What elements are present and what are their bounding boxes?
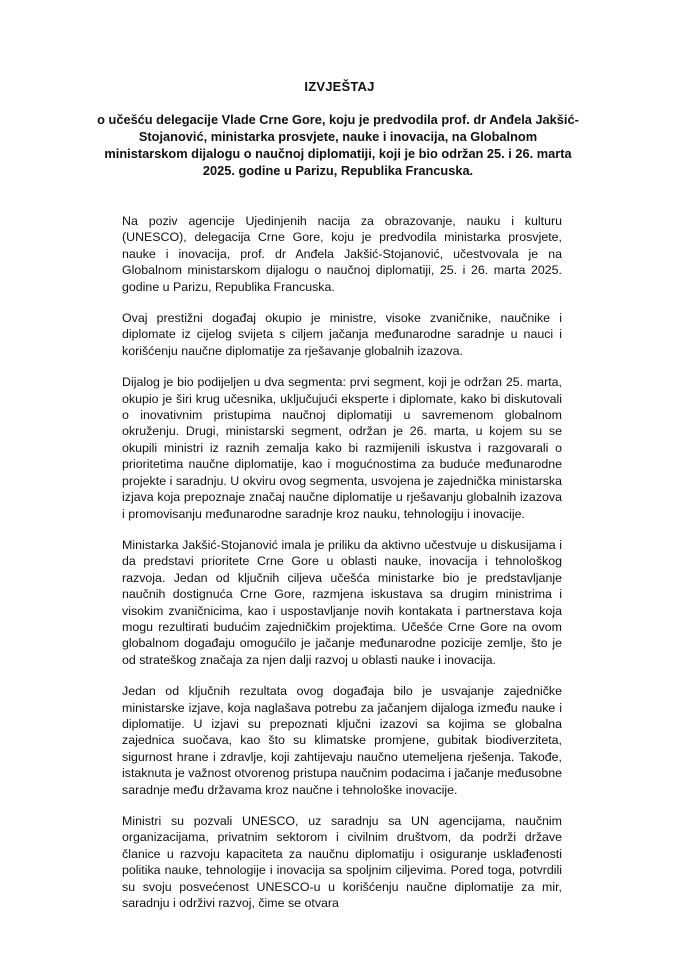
paragraph: Ministarka Jakšić-Stojanović imala je priliku da aktivno učestvuje u diskusijama i da predstavi prioritete Crne Gore u oblasti nauke, inovacija i tehnološkog razvoja. Jedan od ključnih ciljeva učešća ministarke bio je predstavljanje naučnih dostignuća Crne Gore, razmjena iskustava sa drugim ministrima i visokim zvaničnicima, kao i uspostavljanje novih kontakata i partnerstava koja mogu rezultirati budućim zajedničkim projektima. Učešće Crne Gore na ovom globalnom događaju omogućilo je jačanje međunarodne pozicije zemlje, što je od strateškog značaja za njen dalji razvoj u oblasti nauke i inovacija. [122, 537, 562, 667]
paragraph: Ovaj prestižni događaj okupio je ministre, visoke zvaničnike, naučnike i diplomate iz cijelog svijeta s ciljem jačanja međunarodne saradnje u nauci i korišćenju naučne diplomatije za rješavanje globalnih izazova. [122, 311, 562, 358]
document-body [122, 213, 562, 926]
document-title: IZVJEŠTAJ [304, 79, 375, 94]
paragraph: Jedan od ključnih rezultata ovog događaja bilo je usvajanje zajedničke ministarske izjave, koja naglašava potrebu za jačanjem dijaloga između nauke i diplomatije. U izjavi su prepoznati ključni izazovi sa kojima se globalna zajednica suočava, kao što su klimatske promjene, gubitak biodiverziteta, sigurnost hrane i zdravlje, koji zahtijevaju naučno utemeljena rješenja. Takođe, istaknuta je važnost otvorenog pristupa naučnim podacima i jačanje međusobne saradnje među državama kroz naučne i tehnološke inovacije. [122, 684, 562, 797]
paragraph: Dijalog je bio podijeljen u dva segmenta: prvi segment, koji je održan 25. marta, okupio je širi krug učesnika, uključujući eksperte i diplomate, kako bi diskutovali o inovativnim pristupima naučnoj diplomatiji u savremenom globalnom okruženju. Drugi, ministarski segment, održan je 26. marta, u kojem su se okupili ministri iz raznih zemalja kako bi razmijenili iskustva i razgovarali o prioritetima naučne diplomatije, kao i mogućnostima za buduće međunarodne projekte i saradnju. U okviru ovog segmenta, usvojena je zajednička ministarska izjava koja prepoznaje značaj naučne diplomatije u rješavanju globalnih izazova i promovisanju međunarodne saradnje kroz nauku, tehnologiju i inovacije. [122, 375, 562, 521]
paragraph: Na poziv agencije Ujedinjenih nacija za obrazovanje, nauku i kulturu (UNESCO), delegacija Crne Gore, koju je predvodila ministarka prosvjete, nauke i inovacija, prof. dr Anđela Jakšić-Stojanović, učestvovala je na Globalnom ministarskom dijalogu o naučnoj diplomatiji, 25. i 26. marta 2025. godine u Parizu, Republika Francuska. [122, 214, 562, 294]
document-subtitle: o učešću delegacije Vlade Crne Gore, koju je predvodila prof. dr Anđela Jakšić-Stojanović, ministarka prosvjete, nauke i inovacija, na Globalnom ministarskom dijalogu o naučnoj diplomatiji, koji je bio održan 25. i 26. marta 2025. godine u Parizu, Republika Francuska. [97, 112, 579, 178]
paragraph: Ministri su pozvali UNESCO, uz saradnju sa UN agencijama, naučnim organizacijama, privatnim sektorom i civilnim društvom, da podrži države članice u razvoju kapaciteta za naučnu diplomatiju i osiguranje usklađenosti politika nauke, tehnologije i inovacija sa spoljnim ciljevima. Pored toga, potvrdili su svoju posvećenost UNESCO-u u korišćenju naučne diplomatije za mir, saradnju i održivi razvoj, čime se otvara [122, 814, 562, 911]
